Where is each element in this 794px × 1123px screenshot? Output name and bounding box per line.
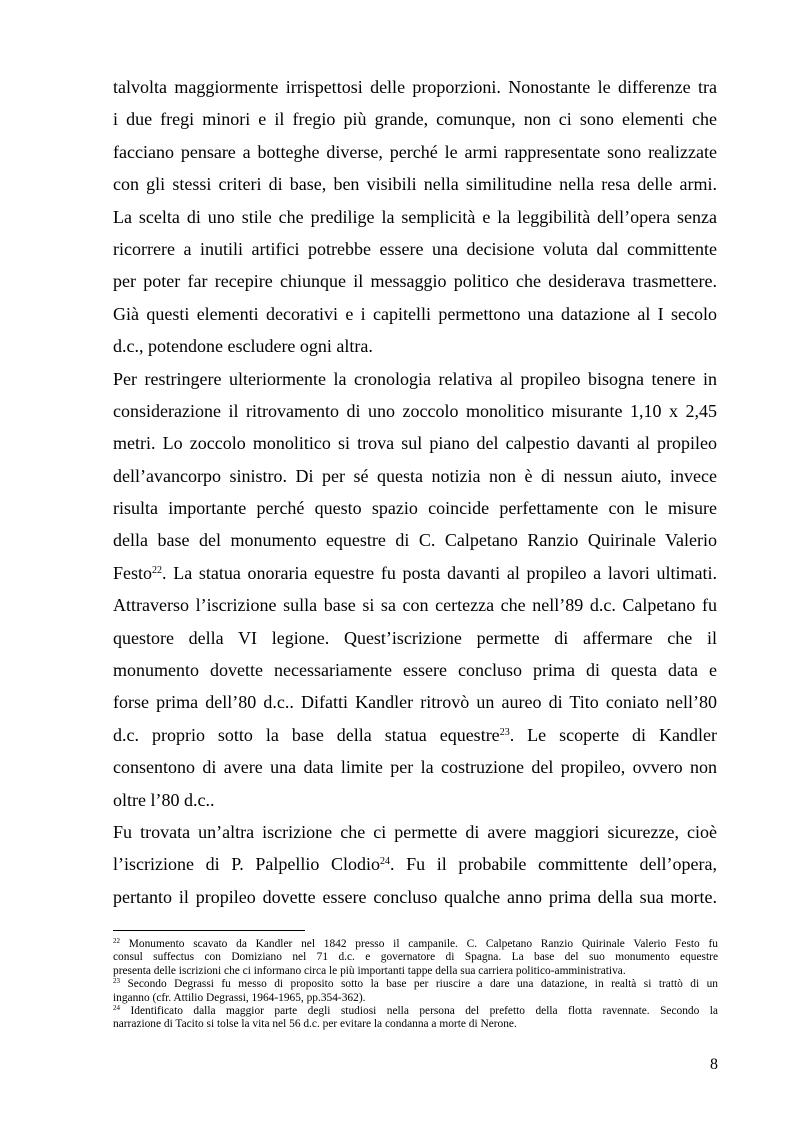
text-fragment: Festo bbox=[113, 562, 153, 583]
text-line: metri. Lo zoccolo monolitico si trova sul piano del calpestio davanti al propileo bbox=[113, 433, 717, 454]
footnote bbox=[113, 978, 718, 1005]
text-line: talvolta maggiormente irrispettosi delle proporzioni. Nonostante le differenze tra bbox=[113, 77, 717, 97]
text-fragment: . La statua onoraria equestre fu posta davanti al propileo a lavori ultimati. bbox=[162, 562, 717, 583]
footnote-line: presenta delle iscrizioni che ci informano circa le più importanti tappe della sua carriera politico-amministrativa. bbox=[113, 964, 626, 977]
footnote-line bbox=[113, 938, 718, 951]
footnote-reference: 24 bbox=[379, 856, 390, 868]
text-line: Fu trovata un’altra iscrizione che ci permette di avere maggiori sicurezze, cioè bbox=[113, 821, 717, 842]
text-line: Per restringere ulteriormente la cronologia relativa al propileo bisogna tenere in bbox=[113, 368, 717, 389]
paragraph bbox=[113, 363, 717, 816]
text-line: forse prima dell’80 d.c.. Difatti Kandler ritrovò un aureo di Tito coniato nell’80 bbox=[113, 692, 717, 713]
text-line: ricorrere a inutili artifici potrebbe essere una decisione voluta dal committente bbox=[113, 238, 717, 259]
text-fragment: l’iscrizione di P. Palpellio Clodio bbox=[113, 854, 380, 875]
text-line bbox=[113, 719, 717, 751]
text-line: questore della VI legione. Quest’iscrizione permette di affermare che il bbox=[113, 627, 717, 648]
text-line: d.c., potendone escludere ogni altra. bbox=[113, 336, 373, 357]
text-fragment: Secondo Degrassi fu messo di proposito sotto la base per riuscire a dare una datazione, in realtà si trattò di un bbox=[127, 978, 718, 991]
text-line: facciano pensare a botteghe diverse, perché le armi rappresentate sono realizzate bbox=[113, 141, 717, 162]
footnote-reference: 22 bbox=[152, 564, 163, 576]
footnote-number: 24 bbox=[113, 1003, 120, 1012]
text-line: considerazione il ritrovamento di uno zoccolo monolitico misurante 1,10 x 2,45 bbox=[113, 400, 717, 421]
text-line: della base del monumento equestre di C. Calpetano Ranzio Quirinale Valerio bbox=[113, 530, 717, 551]
text-fragment: Monumento scavato da Kandler nel 1842 presso il campanile. C. Calpetano Ranzio Quirinale Valerio Festo fu bbox=[128, 938, 718, 950]
text-line: oltre l’80 d.c.. bbox=[113, 789, 215, 810]
footnote-line bbox=[113, 1005, 718, 1018]
text-line: i due fregi minori e il fregio più grande, comunque, non ci sono elementi che bbox=[113, 109, 717, 130]
footnote-number: 23 bbox=[113, 977, 120, 986]
text-line: con gli stessi criteri di base, ben visibili nella similitudine nella resa delle armi. bbox=[113, 174, 717, 195]
footnote bbox=[113, 1005, 718, 1032]
text-line bbox=[113, 848, 717, 880]
text-line: consentono di avere una data limite per la costruzione del propileo, ovvero non bbox=[113, 757, 717, 778]
text-line: dell’avancorpo sinistro. Di per sé questa notizia non è di nessun aiuto, invece bbox=[113, 465, 717, 486]
text-fragment: . Fu il probabile committente dell’opera, bbox=[389, 854, 717, 875]
footnote-line bbox=[113, 978, 718, 991]
text-line: monumento dovette necessariamente essere concluso prima di questa data e bbox=[113, 660, 717, 681]
footnote-line: narrazione di Tacito si tolse la vita nel 56 d.c. per evitare la condanna a morte di Nerone. bbox=[113, 1018, 517, 1031]
paragraph bbox=[113, 298, 717, 363]
footnote-line: consul suffectus con Domiziano nel 71 d.c. e governatore di Spagna. La base del suo monumento equestre bbox=[113, 951, 718, 964]
footnote-number: 22 bbox=[113, 937, 120, 945]
footnote-line: inganno (cfr. Attilio Degrassi, 1964-1965, pp.354-362). bbox=[113, 991, 366, 1004]
paragraph bbox=[113, 71, 717, 298]
text-fragment: Identificato dalla maggior parte degli studiosi nella persona del prefetto della flotta ravennate. Secondo la bbox=[130, 1004, 718, 1017]
text-line: pertanto il propileo dovette essere concluso qualche anno prima della sua morte. bbox=[113, 886, 717, 907]
body-text bbox=[113, 71, 717, 913]
footnotes bbox=[113, 938, 718, 1032]
text-line bbox=[113, 557, 717, 589]
text-fragment: d.c. proprio sotto la base della statua equestre bbox=[113, 724, 500, 745]
paragraph bbox=[113, 816, 717, 913]
page-number: 8 bbox=[710, 1056, 718, 1073]
text-line: per poter far recepire chiunque il messaggio politico che desiderava trasmettere. bbox=[113, 271, 717, 292]
text-fragment: . Le scoperte di Kandler bbox=[509, 724, 717, 745]
footnote-reference: 23 bbox=[499, 726, 510, 738]
text-line: Già questi elementi decorativi e i capitelli permettono una datazione al I secolo bbox=[113, 303, 717, 324]
footnote-separator bbox=[113, 930, 305, 931]
text-line: La scelta di uno stile che predilige la semplicità e la leggibilità dell’opera senza bbox=[113, 206, 717, 227]
text-line: risulta importante perché questo spazio coincide perfettamente con le misure bbox=[113, 498, 717, 519]
text-line: Attraverso l’iscrizione sulla base si sa con certezza che nell’89 d.c. Calpetano fu bbox=[113, 595, 717, 616]
footnote bbox=[113, 938, 718, 978]
